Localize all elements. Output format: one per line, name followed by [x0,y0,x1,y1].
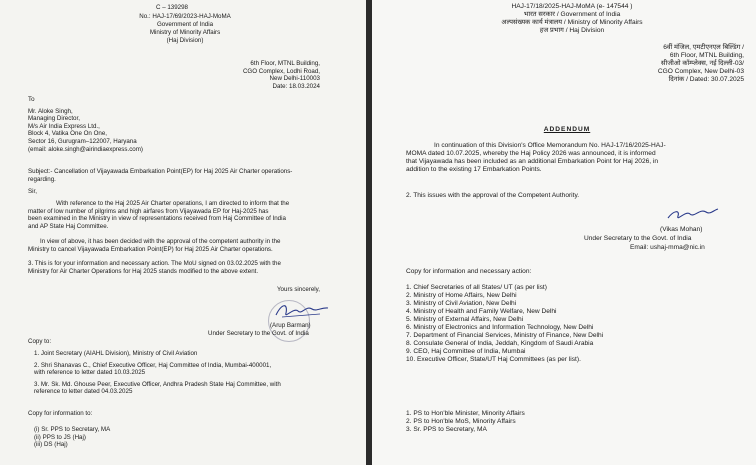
copy-info-item: (ii) PPS to JS (Haj) [34,433,86,441]
copy-info-item: 3. Sr. PPS to Secretary, MA [406,426,487,433]
file-number: C – 139298 [156,4,188,11]
address-line: CGO Complex, Lodhi Road, [242,67,320,75]
copy-to-item-continued: with reference to letter dated 10.03.2025 [34,369,146,377]
copy-list-item: 8. Consulate General of India, Jeddah, Kingdom of Saudi Arabia [406,340,594,347]
paragraph-line: matter of low number of pilgrims and high airfares from Vijayawada EP for Haj-2025 has [28,207,269,215]
ministry-name: Ministry of Minority Affairs [149,29,221,36]
paragraph-line: MOMA dated 10.07.2025, whereby the Haj Policy 2026 was announced, it is informed [406,150,656,157]
paragraph-2: 2. This issues with the approval of the Competent Authority. [406,192,580,199]
copy-list-item: 7. Department of Financial Services, Ministry of Finance, New Delhi [406,332,604,339]
signer-name: (Arup Barman) [270,322,311,329]
copy-to-label: Copy to: [28,338,52,345]
paragraph-3 [28,260,281,275]
copy-to-item-continued: reference to letter dated 04.03.2025 [34,388,133,396]
paragraph-line: been examined in the Ministry in view of representations received from Haj Committee of India [28,215,286,223]
paragraph-1 [406,142,666,174]
signature-arup-barman [272,299,332,321]
subject-line: Subject:- Cancellation of Vijayawada Embarkation Point(EP) for Haj 2025 Air Charter operations- [28,168,293,175]
office-address [552,44,744,84]
reference-number: HAJ-17/18/2025-HAJ-MoMA (e- 147544 ) [511,3,633,10]
paragraph-1 [28,200,289,230]
paragraph-line: 3. This is for your information and necessary action. The MoU signed on 03.02.2025 with the [28,260,281,267]
signer-name: (Vikas Mohan) [660,226,703,233]
copy-info-item: 1. PS to Hon'ble Minister, Minority Affairs [406,410,525,417]
copy-info-list [34,426,110,449]
copy-list-item: 4. Ministry of Health and Family Welfare, New Delhi [406,308,557,315]
signer-title: Under Secretary to the Govt. of India [584,235,692,242]
copy-list-item: 1. Chief Secretaries of all States/ UT (as per list) [406,284,547,291]
copy-info-label: Copy for information to: [28,410,93,417]
copy-list [406,284,603,364]
recipient-email: (email: aloke.singh@airindiaexpress.com) [28,145,143,153]
copy-list-item: 10. Executive Officer, State/UT Haj Committees (as per list). [406,356,581,363]
address-line: सीजीओ कॉम्प्लेक्स, नई दिल्ली-03/ [661,60,744,67]
paragraph-line: addition to the existing 17 Embarkation Points. [406,166,542,173]
document-date: दिनांक / Dated: 30.07.2025 [668,76,744,83]
office-address [180,60,320,90]
copy-info-item: (iii) DS (Haj) [34,441,68,449]
division-line: हज प्रभाग / Haj Division [539,27,605,34]
address-line: 6th Floor, MTNL Building, [250,60,320,67]
copy-list-item: 9. CEO, Haj Committee of India, Mumbai [406,348,526,355]
government-line: भारत सरकार / Government of India [523,11,621,18]
letter-date: Date: 18.03.2024 [272,82,320,90]
recipient-line: Sector 16, Gurugram–122007, Haryana [28,137,137,145]
recipient-name: Mr. Aloke Singh, [28,107,73,115]
paragraph-line: In continuation of this Division's Office Memorandum No. HAJ-17/16/2025-HAJ- [434,142,666,149]
copy-label: Copy for information and necessary action: [406,268,532,275]
copy-to-item: 3. Mr. Sk. Md. Ghouse Peer, Executive Officer, Andhra Pradesh State Haj Committee, with [34,380,281,388]
signer-email: Email: ushaj-mma@nic.in [630,244,705,251]
copy-list-item: 2. Ministry of Home Affairs, New Delhi [406,292,517,299]
address-line: CGO Complex, New Delhi-03 [657,68,744,75]
copy-list-item: 5. Ministry of External Affairs, New Delhi [406,316,524,323]
subject-line: regarding. [28,175,56,183]
to-label: To [28,96,35,103]
copy-to-item: 1. Joint Secretary (AIAHL Division), Ministry of Civil Aviation [34,350,198,357]
signature-vikas-mohan [662,204,722,226]
left-document-page [0,0,366,465]
paragraph-line: Ministry for Air Charter Operations for Haj 2025 stands modified to the above extent. [28,267,259,275]
recipient-line: Block 4, Vatika One On One, [28,130,107,138]
paragraph-line: and AP State Haj Committee. [28,222,109,230]
recipient-line: Managing Director, [28,115,80,123]
closing: Yours sincerely, [277,286,320,293]
copy-to-item: 2. Shri Shanavas C., Chief Executive Officer, Haj Committee of India, Mumbai-400001, [34,361,272,369]
division-name: (Haj Division) [166,37,204,44]
ministry-line: अल्पसंख्यक कार्य मंत्रालय / Ministry of Minority Affairs [501,19,643,26]
paragraph-line: that Vijayawada has been included as an additional Embarkation Point for Haj 2026, in [406,158,659,165]
address-line: 6वीं मंजिल, एमटीएनएल बिल्डिंग / [663,44,744,51]
government-header [432,11,712,35]
recipient-line: M/s Air India Express Ltd., [28,122,100,130]
paragraph-line: Ministry to cancel Vijayawada Embarkation Point(EP) for Haj 2025 Air Charter operations. [28,245,273,253]
copy-to-list [34,350,281,396]
signer-title: Under Secretary to the Govt. of India [208,330,309,337]
recipient-address [28,96,143,153]
address-line: New Delhi-110003 [269,75,320,83]
paragraph-line: In view of above, it has been decided with the approval of the competent authority in the [40,238,281,245]
document-title: ADDENDUM [543,126,591,133]
copy-list-item: 6. Ministry of Electronics and Information Technology, New Delhi [406,324,594,331]
government-name: Government of India [156,21,214,28]
paragraph-2 [28,238,280,253]
salutation: Sir, [28,188,37,195]
copy-info-item: (i) Sr. PPS to Secretary, MA [34,426,111,433]
copy-info-item: 2. PS to Hon'ble MoS, Minority Affairs [406,418,516,425]
address-line: 6th Floor, MTNL Building, [669,52,744,59]
copy-info-list [406,410,525,434]
reference-number: No.: HAJ-17/69/2023-HAJ-MoMA [139,13,231,20]
right-document-page [372,0,756,465]
subject [28,168,292,183]
copy-list-item: 3. Ministry of Civil Aviation, New Delhi [406,300,517,307]
paragraph-line: With reference to the Haj 2025 Air Charter operations, I am directed to inform that the [56,200,290,207]
